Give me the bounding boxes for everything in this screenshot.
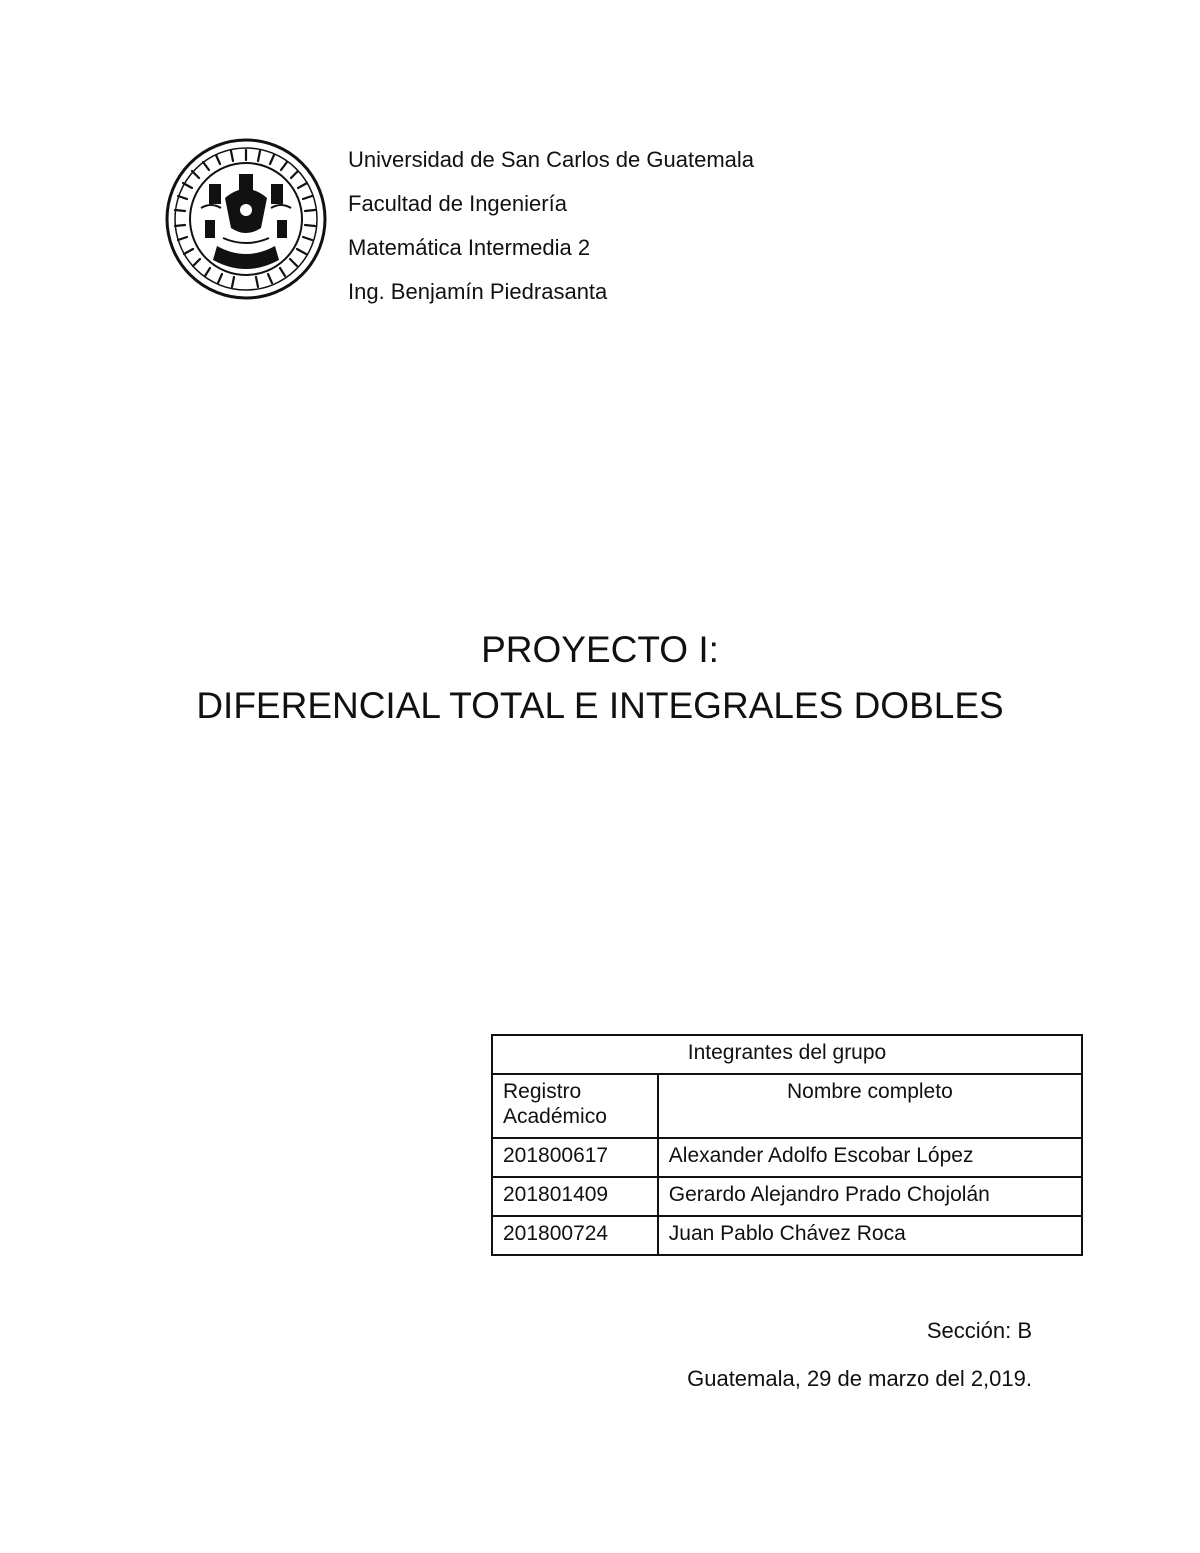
column-header-registro: Registro Académico [492,1074,658,1138]
registro-cell: 201800724 [492,1216,658,1255]
nombre-cell: Gerardo Alejandro Prado Chojolán [658,1177,1082,1216]
university-name: Universidad de San Carlos de Guatemala [348,147,755,172]
table-row [492,1216,1082,1255]
instructor-name: Ing. Benjamín Piedrasanta [348,279,608,304]
registro-cell: 201800617 [492,1138,658,1177]
table-caption-row [492,1035,1082,1074]
title-line-2: DIFERENCIAL TOTAL E INTEGRALES DOBLES [196,685,1004,726]
section-label: Sección: B [926,1318,1032,1343]
table-row [492,1177,1082,1216]
members-table [491,1034,1083,1256]
table-header-row [492,1074,1082,1138]
course-name: Matemática Intermedia 2 [348,235,591,260]
registro-cell: 201801409 [492,1177,658,1216]
table-caption: Integrantes del grupo [492,1035,1082,1074]
column-header-nombre: Nombre completo [658,1074,1082,1138]
document-title [0,622,1200,734]
nombre-cell: Alexander Adolfo Escobar López [658,1138,1082,1177]
document-footer [687,1307,1032,1403]
faculty-name: Facultad de Ingeniería [348,191,567,216]
table-row [492,1138,1082,1177]
nombre-cell: Juan Pablo Chávez Roca [658,1216,1082,1255]
date-line: Guatemala, 29 de marzo del 2,019. [687,1366,1032,1391]
university-seal-icon [165,138,327,300]
title-line-1: PROYECTO I: [481,629,719,670]
institution-header [348,138,754,314]
